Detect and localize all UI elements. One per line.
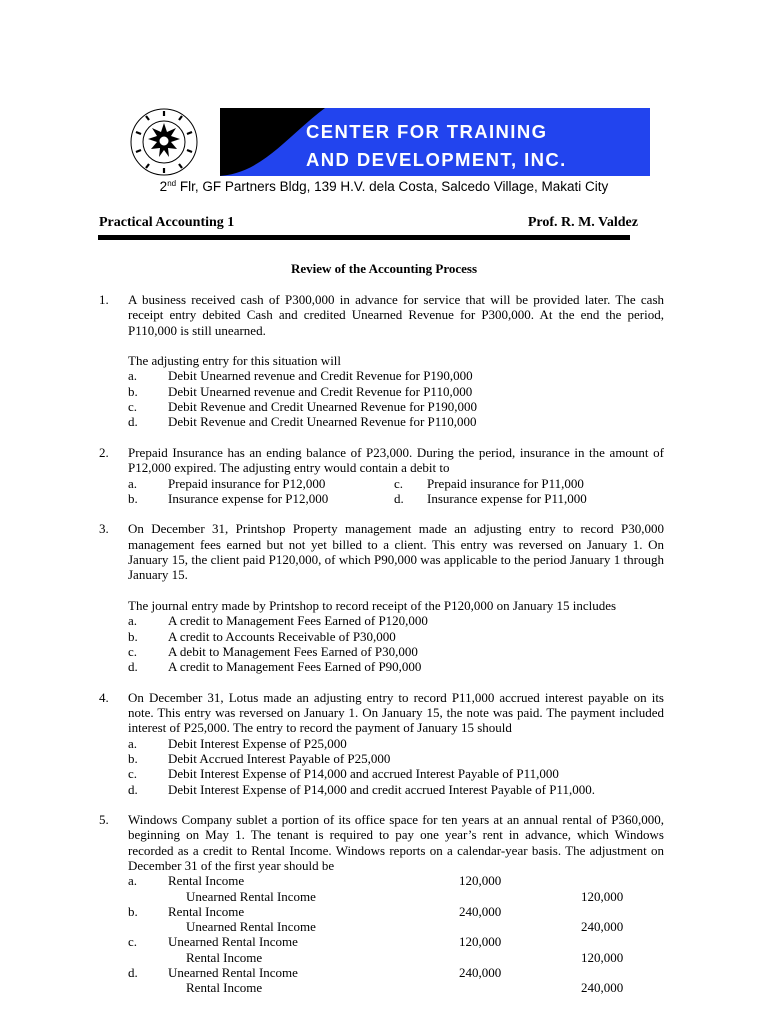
credit-account: Unearned Rental Income (186, 919, 316, 935)
option-d-text: Insurance expense for P11,000 (427, 490, 587, 506)
debit-amount: 120,000 (459, 873, 502, 889)
question-stem: Windows Company sublet a portion of its office space for ten years at an annual rental of P360,000, beginning on May 1. The tenant is required to pay one year’s rent in advance, which Windows recorded as a credit to Rental Income. Windows reports on a calendar-year basis. The adjustment on December 31 of the first year should be (128, 812, 664, 873)
option-row (128, 476, 664, 491)
option-a: a. Debit Unearned revenue and Credit Revenue for P190,000 (128, 368, 473, 384)
option-b: b. Debit Unearned revenue and Credit Revenue for P110,000 (128, 383, 473, 399)
credit-account: Rental Income (186, 949, 263, 965)
question-3 (99, 521, 664, 674)
entry-d-credit (128, 980, 664, 995)
debit-account: Rental Income (168, 873, 245, 889)
entry-c-credit (128, 950, 664, 965)
questions-list (99, 292, 664, 1011)
question-stem: Prepaid Insurance has an ending balance of P23,000. During the period, insurance in the amount of P12,000 expired. The adjusting entry would contain a debit to (128, 444, 664, 476)
org-name-line2: AND DEVELOPMENT, INC. (306, 149, 567, 170)
logo-seal (124, 106, 210, 178)
question-1 (99, 292, 664, 430)
option-c-label: c. (394, 475, 404, 491)
option-c: c. Debit Interest Expense of P14,000 and accrued Interest Payable of P11,000 (128, 766, 559, 782)
option-b: b. Debit Accrued Interest Payable of P25,000 (128, 750, 391, 766)
option-a: a. Debit Interest Expense of P25,000 (128, 735, 347, 751)
entry-b-credit (128, 919, 664, 934)
option-a-text: Prepaid insurance for P12,000 (168, 475, 326, 491)
address (0, 179, 768, 194)
address-floor-suffix: nd (167, 179, 177, 188)
org-name (306, 118, 626, 174)
credit-account: Rental Income (186, 980, 263, 996)
entry-b-debit (128, 904, 664, 919)
question-number: 3. (99, 521, 109, 537)
entry-c-debit (128, 934, 664, 949)
question-stem: On December 31, Lotus made an adjusting entry to record P11,000 accrued interest payable on its note. This entry was reversed on January 1. On January 15, the note was paid. The payment included interest of P25,000. The entry to record the payment of January 15 should (128, 689, 664, 736)
debit-account: Unearned Rental Income (168, 934, 298, 950)
question-5 (99, 812, 664, 996)
option-row (128, 491, 664, 506)
professor-name: Prof. R. M. Valdez (527, 215, 638, 230)
option-label: d. (128, 965, 138, 981)
entry-a-credit (128, 889, 664, 904)
question-prompt: The adjusting entry for this situation will (128, 353, 342, 369)
option-c-text: Prepaid insurance for P11,000 (427, 475, 584, 491)
option-b-text: Insurance expense for P12,000 (168, 490, 329, 506)
debit-account: Rental Income (168, 903, 245, 919)
address-floor: 2 (159, 179, 168, 194)
org-name-line1: CENTER FOR TRAINING (306, 121, 548, 142)
option-c: c. Debit Revenue and Credit Unearned Revenue for P190,000 (128, 399, 478, 415)
question-prompt: The journal entry made by Printshop to record receipt of the P120,000 on January 15 includes (128, 597, 617, 613)
document-title: Review of the Accounting Process (290, 261, 478, 276)
question-number: 5. (99, 812, 109, 828)
question-number: 2. (99, 444, 109, 460)
credit-account: Unearned Rental Income (186, 888, 316, 904)
option-label: a. (128, 873, 138, 889)
credit-amount: 240,000 (581, 919, 624, 935)
option-a: a. A credit to Management Fees Earned of P120,000 (128, 613, 428, 629)
question-stem: On December 31, Printshop Property management made an adjusting entry to record P30,000 management fees earned but not yet billed to a client. This entry was reversed on January 1. On January 15, the client paid P120,000, of which P90,000 was applicable to the period January 1 through January 15. (128, 521, 664, 583)
entry-d-debit (128, 965, 664, 980)
debit-amount: 120,000 (459, 934, 502, 950)
option-d-label: d. (394, 490, 404, 506)
question-4 (99, 690, 664, 797)
debit-account: Unearned Rental Income (168, 965, 298, 981)
credit-amount: 120,000 (581, 888, 624, 904)
credit-amount: 120,000 (581, 949, 624, 965)
question-2 (99, 445, 664, 506)
entry-a-debit (128, 873, 664, 888)
option-label: c. (128, 934, 138, 950)
course-title: Practical Accounting 1 (99, 215, 235, 230)
option-a-label: a. (128, 475, 138, 491)
option-b: b. A credit to Accounts Receivable of P30,000 (128, 628, 396, 644)
option-d: d. Debit Interest Expense of P14,000 and credit accrued Interest Payable of P11,000. (128, 781, 595, 797)
debit-amount: 240,000 (459, 903, 502, 919)
address-text: Flr, GF Partners Bldg, 139 H.V. dela Costa, Salcedo Village, Makati City (176, 179, 609, 194)
debit-amount: 240,000 (459, 965, 502, 981)
question-number: 1. (99, 292, 109, 307)
option-b-label: b. (128, 490, 138, 506)
question-number: 4. (99, 689, 109, 705)
option-c: c. A debit to Management Fees Earned of P30,000 (128, 643, 418, 659)
option-d: d. Debit Revenue and Credit Unearned Revenue for P110,000 (128, 414, 477, 430)
credit-amount: 240,000 (581, 980, 624, 996)
option-d: d. A credit to Management Fees Earned of P90,000 (128, 659, 422, 675)
question-stem: A business received cash of P300,000 in advance for service that will be provided later. The cash receipt entry debited Cash and credited Unearned Revenue for P300,000. At the end the period, P110,000 is still unearned. (128, 292, 664, 338)
option-label: b. (128, 903, 138, 919)
header-rule (98, 235, 630, 240)
